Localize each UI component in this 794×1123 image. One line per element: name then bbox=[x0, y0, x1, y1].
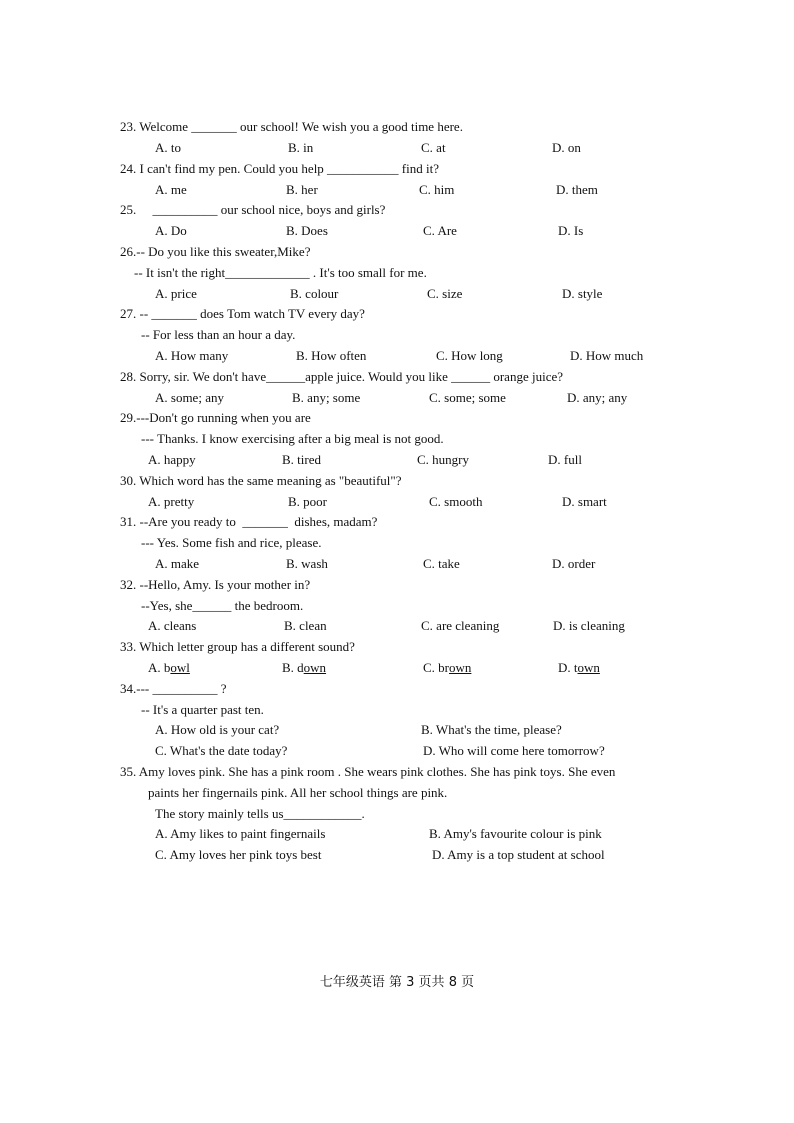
question-27-stem: 27. -- _______ does Tom watch TV every day? bbox=[120, 306, 365, 321]
page-footer: 七年级英语 第 3 页共 8 页 bbox=[319, 975, 475, 990]
question-29-option-d: D. full bbox=[548, 452, 582, 467]
question-25-option-a: A. Do bbox=[155, 223, 187, 238]
question-23-stem: 23. Welcome _______ our school! We wish you a good time here. bbox=[120, 119, 463, 134]
question-28-option-b: B. any; some bbox=[292, 390, 361, 405]
question-27-option-a: A. How many bbox=[155, 348, 229, 363]
question-23-option-c: C. at bbox=[421, 140, 446, 155]
question-24-option-a: A. me bbox=[155, 182, 187, 197]
question-26-option-d: D. style bbox=[562, 286, 603, 301]
question-32-option-a: A. cleans bbox=[148, 618, 197, 633]
underlined-letters: own bbox=[303, 660, 327, 675]
question-28-option-d: D. any; any bbox=[567, 390, 628, 405]
question-34-option-d: D. Who will come here tomorrow? bbox=[423, 743, 605, 758]
question-34-option-a: A. How old is your cat? bbox=[155, 722, 280, 737]
question-32-stem: 32. --Hello, Amy. Is your mother in? bbox=[120, 577, 311, 592]
question-33-option-d bbox=[558, 660, 600, 676]
question-28-option-c: C. some; some bbox=[429, 390, 506, 405]
question-31-stem: 31. --Are you ready to _______ dishes, madam? bbox=[120, 514, 378, 529]
question-26-option-c: C. size bbox=[427, 286, 463, 301]
question-31-option-c: C. take bbox=[423, 556, 460, 571]
question-29-option-b: B. tired bbox=[282, 452, 321, 467]
question-35-stem: 35. Amy loves pink. She has a pink room . She wears pink clothes. She has pink toys. She even bbox=[120, 764, 616, 779]
question-31-option-a: A. make bbox=[155, 556, 200, 571]
question-35-option-a: A. Amy likes to paint fingernails bbox=[155, 826, 326, 841]
question-25-stem: 25. __________ our school nice, boys and girls? bbox=[120, 202, 386, 217]
question-33-option-c bbox=[423, 660, 471, 676]
question-32-option-b: B. clean bbox=[284, 618, 327, 633]
question-28-option-a: A. some; any bbox=[155, 390, 224, 405]
question-25-option-c: C. Are bbox=[423, 223, 457, 238]
question-23-option-a: A. to bbox=[155, 140, 181, 155]
question-24-option-b: B. her bbox=[286, 182, 318, 197]
question-29-option-a: A. happy bbox=[148, 452, 196, 467]
question-31-option-d: D. order bbox=[552, 556, 596, 571]
option-prefix: A. b bbox=[148, 660, 171, 675]
question-32-option-d: D. is cleaning bbox=[553, 618, 625, 633]
question-26-option-a: A. price bbox=[155, 286, 197, 301]
question-35-option-d: D. Amy is a top student at school bbox=[432, 847, 605, 862]
question-34-option-c: C. What's the date today? bbox=[155, 743, 288, 758]
question-26-option-b: B. colour bbox=[290, 286, 339, 301]
underlined-letters: own bbox=[449, 660, 472, 675]
question-23-option-d: D. on bbox=[552, 140, 581, 155]
question-24-option-c: C. him bbox=[419, 182, 455, 197]
question-27-option-c: C. How long bbox=[436, 348, 503, 363]
question-30-option-d: D. smart bbox=[562, 494, 607, 509]
option-prefix: B. d bbox=[282, 660, 304, 675]
question-35-stem-line-2: paints her fingernails pink. All her school things are pink. bbox=[148, 785, 448, 800]
question-35-option-b: B. Amy's favourite colour is pink bbox=[429, 826, 602, 841]
question-26-reply: -- It isn't the right_____________ . It's too small for me. bbox=[134, 265, 427, 280]
question-30-option-c: C. smooth bbox=[429, 494, 483, 509]
question-34-stem: 34.--- __________ ? bbox=[120, 681, 227, 696]
question-29-option-c: C. hungry bbox=[417, 452, 469, 467]
question-33-option-b bbox=[282, 660, 326, 676]
question-30-option-a: A. pretty bbox=[148, 494, 195, 509]
question-27-option-d: D. How much bbox=[570, 348, 644, 363]
question-30-option-b: B. poor bbox=[288, 494, 327, 509]
question-25-option-d: D. Is bbox=[558, 223, 584, 238]
underlined-letters: owl bbox=[170, 660, 190, 675]
underlined-letters: own bbox=[577, 660, 600, 675]
question-30-stem: 30. Which word has the same meaning as "beautiful"? bbox=[120, 473, 402, 488]
question-35-prompt: The story mainly tells us____________. bbox=[155, 806, 365, 821]
question-23-option-b: B. in bbox=[288, 140, 314, 155]
question-27-option-b: B. How often bbox=[296, 348, 367, 363]
question-32-option-c: C. are cleaning bbox=[421, 618, 500, 633]
question-27-reply: -- For less than an hour a day. bbox=[141, 327, 296, 342]
question-26-stem: 26.-- Do you like this sweater,Mike? bbox=[120, 244, 311, 259]
question-32-reply: --Yes, she______ the bedroom. bbox=[141, 598, 304, 613]
option-prefix: D. t bbox=[558, 660, 578, 675]
question-31-reply: --- Yes. Some fish and rice, please. bbox=[141, 535, 322, 550]
option-prefix: C. br bbox=[423, 660, 449, 675]
question-34-option-b: B. What's the time, please? bbox=[421, 722, 562, 737]
question-35-option-c: C. Amy loves her pink toys best bbox=[155, 847, 322, 862]
question-28-stem: 28. Sorry, sir. We don't have______apple juice. Would you like ______ orange juice? bbox=[120, 369, 564, 384]
question-33-stem: 33. Which letter group has a different sound? bbox=[120, 639, 355, 654]
question-31-option-b: B. wash bbox=[286, 556, 328, 571]
question-33-option-a bbox=[148, 660, 190, 676]
question-29-stem: 29.---Don't go running when you are bbox=[120, 410, 311, 425]
question-29-reply: --- Thanks. I know exercising after a big meal is not good. bbox=[141, 431, 444, 446]
question-25-option-b: B. Does bbox=[286, 223, 328, 238]
question-24-stem: 24. I can't find my pen. Could you help ___________ find it? bbox=[120, 161, 439, 176]
question-34-reply: -- It's a quarter past ten. bbox=[141, 702, 264, 717]
question-24-option-d: D. them bbox=[556, 182, 598, 197]
